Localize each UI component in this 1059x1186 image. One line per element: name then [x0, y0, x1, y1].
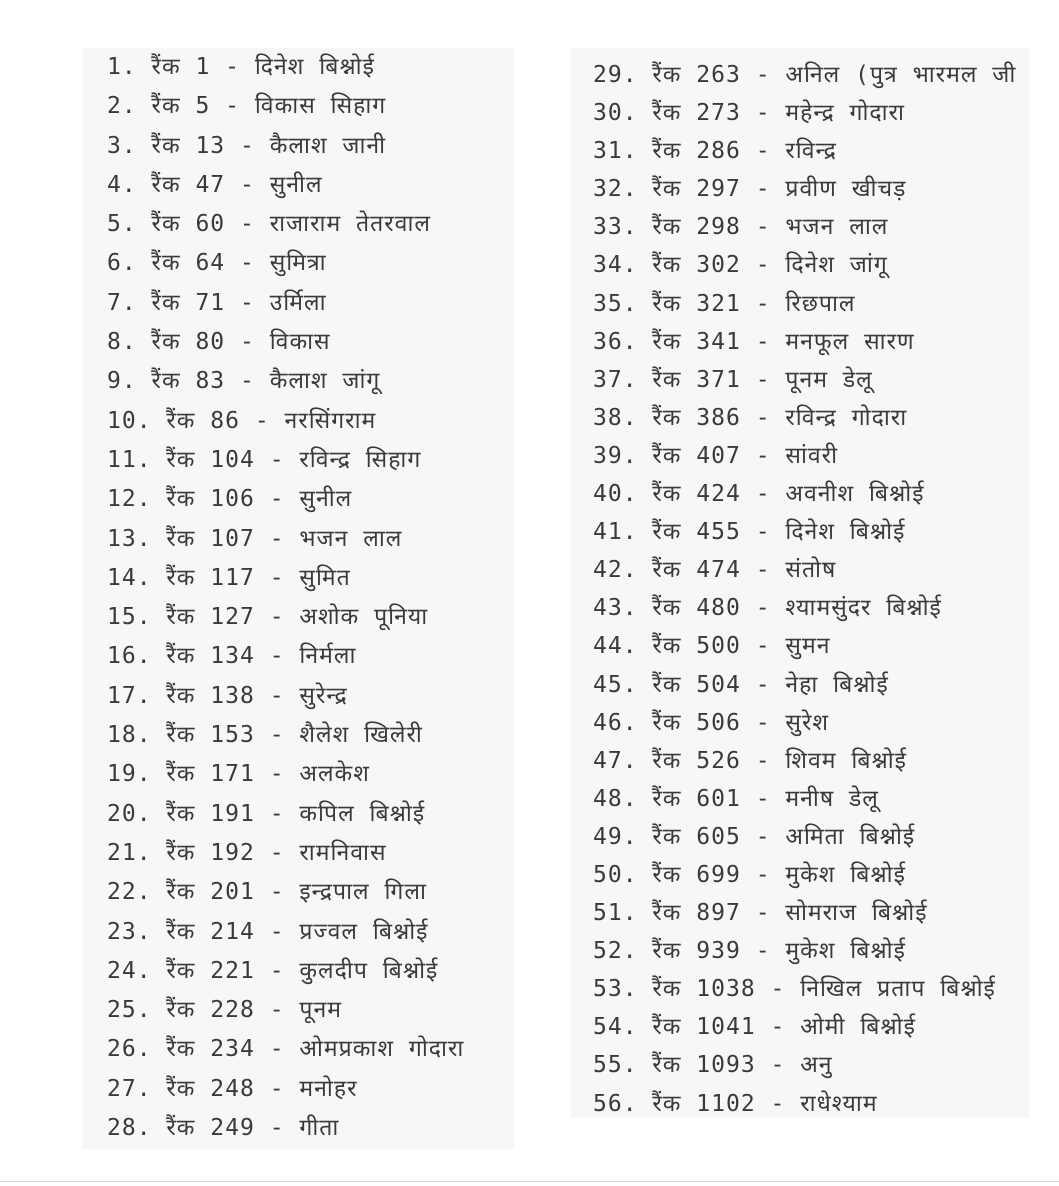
list-item: 39. रैंक 407 - सांवरी	[593, 442, 839, 469]
list-item: 7. रैंक 71 - उर्मिला	[107, 289, 327, 316]
list-item: 45. रैंक 504 - नेहा बिश्नोई	[593, 671, 889, 698]
list-item: 29. रैंक 263 - अनिल (पुत्र भारमल जी	[593, 62, 1017, 88]
list-item: 14. रैंक 117 - सुमित	[107, 564, 351, 591]
list-item: 22. रैंक 201 - इन्द्रपाल गिला	[107, 879, 427, 906]
list-item: 49. रैंक 605 - अमिता बिश्नोई	[593, 823, 916, 850]
rank-list-right-column	[571, 48, 1029, 1118]
list-item: 11. रैंक 104 - रविन्द्र सिहाग	[107, 446, 422, 473]
list-item: 16. रैंक 134 - निर्मला	[107, 643, 357, 670]
list-item: 25. रैंक 228 - पूनम	[107, 997, 342, 1024]
list-item: 21. रैंक 192 - रामनिवास	[107, 839, 387, 866]
list-item: 24. रैंक 221 - कुलदीप बिश्नोई	[107, 957, 439, 984]
list-item: 40. रैंक 424 - अवनीश बिश्नोई	[593, 481, 925, 508]
list-item: 37. रैंक 371 - पूनम डेलू	[593, 366, 873, 393]
list-item: 20. रैंक 191 - कपिल बिश्नोई	[107, 800, 426, 827]
list-item: 30. रैंक 273 - महेन्द्र गोदारा	[593, 100, 905, 127]
list-item: 13. रैंक 107 - भजन लाल	[107, 525, 403, 552]
list-item: 15. रैंक 127 - अशोक पूनिया	[107, 604, 429, 631]
list-item: 55. रैंक 1093 - अनु	[593, 1052, 833, 1079]
list-item: 41. रैंक 455 - दिनेश बिश्नोई	[593, 519, 906, 546]
list-item: 6. रैंक 64 - सुमित्रा	[107, 250, 327, 277]
list-item: 46. रैंक 506 - सुरेश	[593, 709, 829, 736]
list-item: 17. रैंक 138 - सुरेन्द्र	[107, 682, 348, 709]
list-item: 2. रैंक 5 - विकास सिहाग	[107, 93, 387, 120]
list-item: 54. रैंक 1041 - ओमी बिश्नोई	[593, 1014, 916, 1041]
list-item: 3. रैंक 13 - कैलाश जानी	[107, 132, 387, 159]
list-item: 47. रैंक 526 - शिवम बिश्नोई	[593, 747, 907, 774]
list-item: 12. रैंक 106 - सुनील	[107, 486, 353, 513]
list-item: 10. रैंक 86 - नरसिंगराम	[107, 407, 377, 434]
list-item: 18. रैंक 153 - शैलेश खिलेरी	[107, 722, 423, 749]
list-item: 50. रैंक 699 - मुकेश बिश्नोई	[593, 861, 906, 888]
list-item: 8. रैंक 80 - विकास	[107, 329, 331, 356]
list-item: 36. रैंक 341 - मनफूल सारण	[593, 328, 915, 355]
list-item: 38. रैंक 386 - रविन्द्र गोदारा	[593, 404, 908, 431]
list-item: 1. रैंक 1 - दिनेश बिश्नोई	[107, 54, 375, 80]
list-item: 26. रैंक 234 - ओमप्रकाश गोदारा	[107, 1036, 465, 1063]
list-item: 34. रैंक 302 - दिनेश जांगू	[593, 252, 888, 279]
list-item: 56. रैंक 1102 - राधेश्याम	[593, 1090, 878, 1117]
rank-list-left-column	[82, 48, 514, 1149]
list-item: 52. रैंक 939 - मुकेश बिश्नोई	[593, 938, 906, 965]
list-item: 51. रैंक 897 - सोमराज बिश्नोई	[593, 900, 928, 927]
list-item: 35. रैंक 321 - रिछपाल	[593, 290, 856, 317]
list-item: 23. रैंक 214 - प्रज्वल बिश्नोई	[107, 918, 429, 945]
list-item: 31. रैंक 286 - रविन्द्र	[593, 138, 837, 165]
list-item: 28. रैंक 249 - गीता	[107, 1115, 340, 1142]
divider	[0, 1181, 1059, 1182]
list-item: 44. रैंक 500 - सुमन	[593, 633, 831, 660]
list-item: 43. रैंक 480 - श्यामसुंदर बिश्नोई	[593, 595, 942, 622]
list-item: 4. रैंक 47 - सुनील	[107, 171, 323, 198]
list-item: 42. रैंक 474 - संतोष	[593, 557, 837, 584]
list-item: 27. रैंक 248 - मनोहर	[107, 1075, 358, 1102]
list-item: 48. रैंक 601 - मनीष डेलू	[593, 785, 879, 812]
list-item: 5. रैंक 60 - राजाराम तेतरवाल	[107, 211, 432, 238]
list-item: 9. रैंक 83 - कैलाश जांगू	[107, 368, 381, 395]
list-item: 19. रैंक 171 - अलकेश	[107, 761, 370, 788]
list-item: 32. रैंक 297 - प्रवीण खीचड़	[593, 176, 907, 203]
list-item: 33. रैंक 298 - भजन लाल	[593, 214, 889, 241]
list-item: 53. रैंक 1038 - निखिल प्रताप बिश्नोई	[593, 976, 996, 1003]
